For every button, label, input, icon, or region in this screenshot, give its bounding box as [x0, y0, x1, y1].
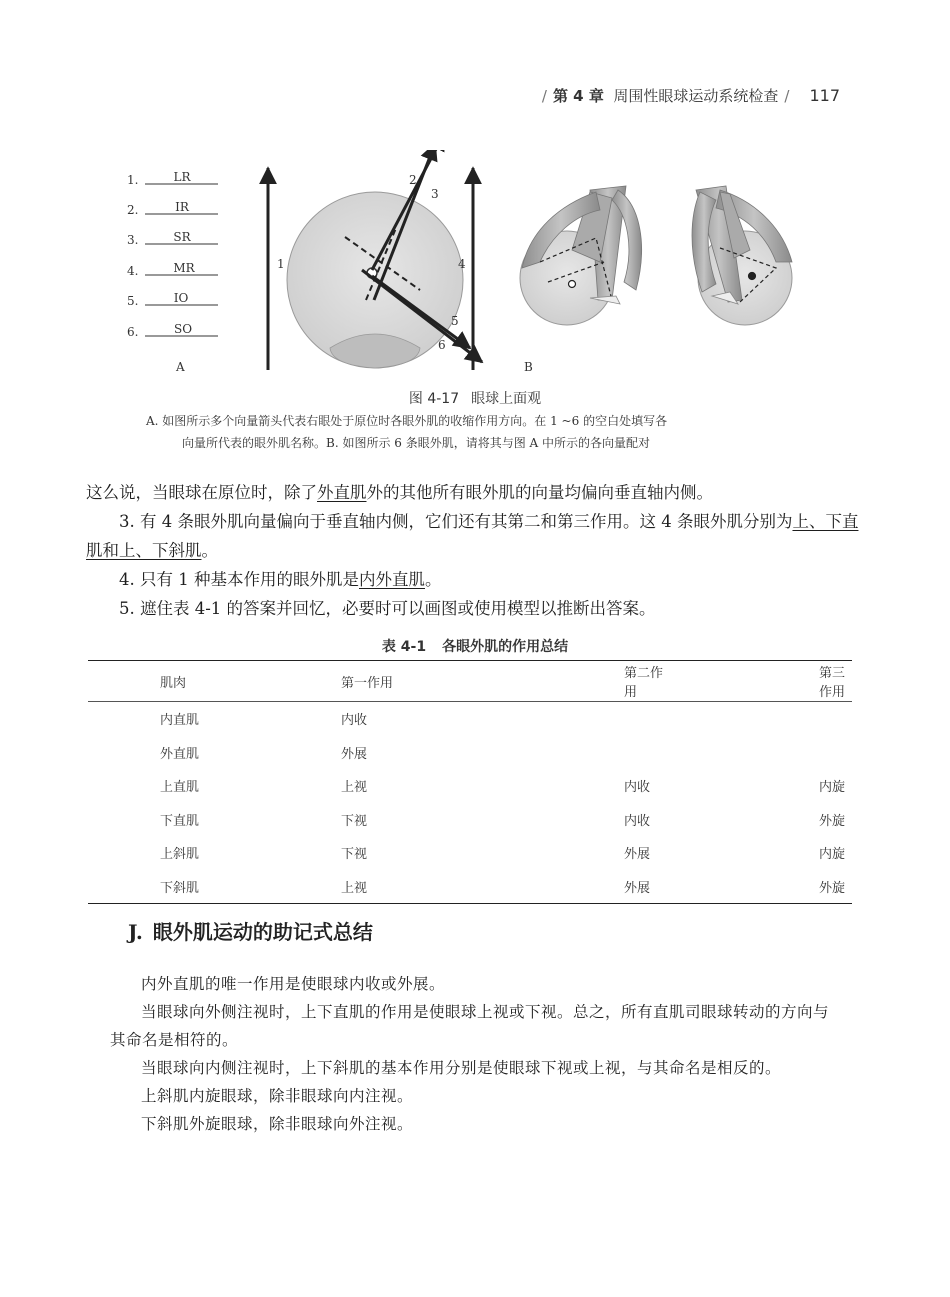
svg-text:1: 1 [277, 257, 285, 271]
running-header [536, 85, 840, 106]
table-cell [671, 736, 852, 770]
svg-text:6.: 6. [127, 325, 139, 339]
muscle-action-table [88, 660, 852, 904]
mnemonic-line: 当眼球向内侧注视时，上下斜肌的基本作用分别是使眼球下视或上视，与其命名是相反的。 [141, 1059, 782, 1077]
table-cell: 内旋 [819, 780, 846, 796]
table-cell: 外旋 [671, 870, 852, 904]
svg-text:IO: IO [173, 291, 189, 305]
paragraph-item-3: 3. 有 4 条眼外肌向量偏向于垂直轴内侧，它们还有其第二和第三作用。这 4 条眼外肌分别为上、下直肌和上、下斜肌。 [86, 512, 859, 560]
paragraph-item-5: 5. 遮住表 4-1 的答案并回忆，必要时可以画图或使用模型以推断出答案。 [119, 599, 656, 618]
answer-blank-4 [127, 261, 218, 278]
table-cell: 上视 [341, 780, 368, 796]
mnemonic-line: 当眼球向外侧注视时，上下直肌的作用是使眼球上视或下视。总之，所有直肌司眼球转动的方向与其命名是相符的。 [110, 1003, 830, 1049]
answer-blank-3 [127, 230, 218, 247]
svg-text:5: 5 [451, 314, 459, 328]
svg-text:3.: 3. [127, 233, 139, 247]
chapter-title: 周围性眼球运动系统检查 [613, 87, 779, 105]
column-header: 第三作用 [671, 661, 852, 702]
panel-b-label: B [524, 360, 533, 374]
svg-text:3: 3 [431, 187, 439, 201]
figure-title [0, 388, 950, 408]
section-heading [128, 916, 373, 945]
table-cell: 上视 [277, 870, 474, 904]
svg-text:4.: 4. [127, 264, 139, 278]
svg-text:SR: SR [173, 230, 191, 244]
figure-caption [146, 410, 826, 454]
table-cell: 下视 [341, 847, 368, 863]
table-cell: 外展 [624, 847, 651, 863]
table-row [88, 803, 852, 837]
panel-b-eye-1 [520, 186, 642, 325]
table-row [88, 769, 852, 803]
figure-title-text: 眼球上面观 [471, 391, 542, 407]
table-cell: 外直肌 [160, 746, 200, 762]
table-cell [474, 702, 671, 736]
mnemonic-line: 上斜肌内旋眼球，除非眼球向内注视。 [141, 1087, 414, 1105]
table-cell: 下斜肌 [88, 870, 277, 904]
svg-text:IR: IR [175, 200, 189, 214]
table-number: 表 4-1 [381, 639, 427, 655]
section-letter: J. [128, 920, 143, 944]
table-cell: 内旋 [819, 847, 846, 863]
chapter-label: 第 4 章 [552, 87, 604, 105]
column-header: 第一作用 [277, 661, 474, 702]
figure-4-17 [110, 150, 850, 382]
paragraph-1: 这么说，当眼球在原位时，除了外直肌外的其他所有眼外肌的向量均偏向垂直轴内侧。 [86, 483, 713, 502]
table-cell: 上直肌 [160, 780, 200, 796]
answer-underlined: 上、下直肌和上、下斜肌 [86, 512, 859, 560]
answer-blank-5 [127, 291, 218, 308]
svg-text:1.: 1. [127, 173, 139, 187]
table-cell: 上斜肌 [160, 847, 200, 863]
svg-text:2: 2 [409, 173, 417, 187]
svg-text:MR: MR [173, 261, 195, 275]
mnemonic-line: 下斜肌外旋眼球，除非眼球向外注视。 [141, 1115, 414, 1133]
table-cell: 内收 [624, 813, 651, 829]
svg-text:4: 4 [458, 257, 466, 271]
table-cell: 外展 [474, 870, 671, 904]
caption-line-2: 向量所代表的眼外肌名称。B. 如图所示 6 条眼外肌，请将其与图 A 中所示的各向量配对 [182, 436, 651, 450]
column-header: 第二作用 [474, 661, 671, 702]
table-cell: 外旋 [819, 813, 846, 829]
answer-blank-2 [127, 200, 218, 217]
table-row [88, 702, 852, 736]
page-number: 117 [809, 86, 840, 105]
column-header: 肌肉 [88, 661, 277, 702]
section-title: 眼外肌运动的助记式总结 [152, 920, 373, 944]
mnemonic-summary [110, 970, 840, 1138]
svg-text:SO: SO [173, 322, 193, 336]
answer-blank-6 [127, 322, 218, 339]
table-cell: 内收 [624, 780, 651, 796]
answer-underlined: 内外直肌 [358, 570, 425, 589]
table-cell [474, 736, 671, 770]
table-cell: 内收 [341, 713, 368, 729]
svg-text:2.: 2. [127, 203, 139, 217]
panel-a-label: A [176, 360, 185, 374]
table-row [88, 736, 852, 770]
caption-line-1: A. 如图所示多个向量箭头代表右眼处于原位时各眼外肌的收缩作用方向。在 1 ~6 的空白处填写各 [146, 414, 668, 428]
table-cell: 外展 [341, 746, 368, 762]
panel-b-eye-2 [692, 186, 792, 325]
answer-underlined: 外直肌 [317, 483, 367, 502]
body-paragraphs [86, 478, 866, 623]
table-title-text: 各眼外肌的作用总结 [442, 639, 569, 655]
svg-text:5.: 5. [127, 294, 139, 308]
table-header-row [88, 661, 852, 702]
figure-number: 图 4-17 [408, 391, 460, 407]
svg-text:6: 6 [438, 338, 446, 352]
header-divider-icon: / [784, 87, 790, 105]
table-cell: 内直肌 [160, 713, 200, 729]
svg-text:LR: LR [173, 170, 191, 184]
table-row [88, 870, 852, 904]
table-title [0, 636, 950, 656]
table-cell [671, 702, 852, 736]
mnemonic-line: 内外直肌的唯一作用是使眼球内收或外展。 [141, 975, 446, 993]
table-row [88, 836, 852, 870]
answer-blank-1 [127, 170, 218, 187]
header-divider-icon: / [541, 87, 547, 105]
answer-blanks [127, 170, 218, 339]
table-cell: 下视 [341, 813, 368, 829]
table-cell: 下直肌 [160, 813, 200, 829]
paragraph-item-4: 4. 只有 1 种基本作用的眼外肌是内外直肌。 [119, 570, 442, 589]
